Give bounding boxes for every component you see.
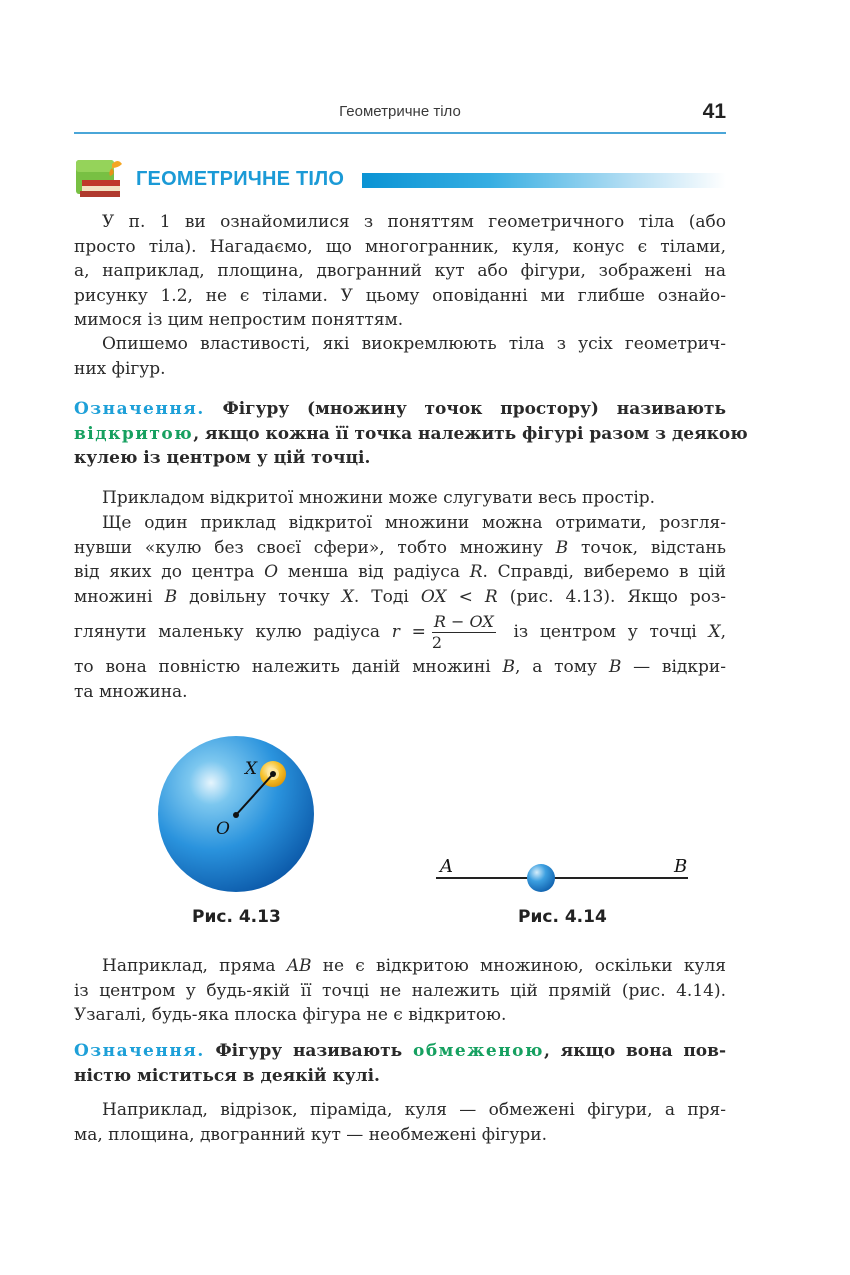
definition-open-set xyxy=(74,397,748,471)
text-line: кулею із центром у цій точці. xyxy=(74,448,371,468)
text-line: Опишемо властивості, які виокремлюють тіла з усіх геометрич- xyxy=(102,334,726,354)
section-heading xyxy=(74,158,726,202)
ball-on-line xyxy=(527,864,555,892)
point-o xyxy=(233,812,239,818)
label-b: B xyxy=(674,856,688,877)
label-x: X xyxy=(245,759,258,779)
paragraph-line-not-open xyxy=(74,954,726,1028)
text-line: множині B довільну точку X. Тоді OX < R (рис. 4.13). Якщо роз- xyxy=(74,586,726,607)
text-line: мимося із цим непростим поняттям. xyxy=(74,310,404,330)
figure-4-13-ball xyxy=(150,728,325,903)
text-line-formula: глянути маленьку кулю радіуса r = $\frac{R - OX}{2}$ із центром у точці X, xyxy=(74,612,726,652)
text-line: нувши «кулю без своєї сфери», тобто множину B точок, відстань xyxy=(74,537,727,558)
paragraph-bounded-examples xyxy=(74,1098,726,1147)
text-line: то вона повністю належить даній множині B, а тому B — відкри- xyxy=(74,657,726,677)
text-line: Прикладом відкритої множини може слугувати весь простір. xyxy=(102,488,656,508)
books-butterfly-icon xyxy=(74,158,126,200)
text-line: Узагалі, будь-яка плоска фігура не є відкритою. xyxy=(74,1005,507,1025)
defined-term: відкритою xyxy=(74,423,194,444)
text-line: із центром у будь-якій її точці не належить цій прямій (рис. 4.14). xyxy=(74,980,726,1001)
text-line: від яких до центра O менша від радіуса R. Справді, виберемо в цій xyxy=(74,562,726,582)
label-o: O xyxy=(216,819,230,839)
paragraph-properties xyxy=(74,332,726,381)
label-a: A xyxy=(440,856,453,877)
paragraph-example-space xyxy=(74,486,726,511)
text-line: відкритою, якщо кожна її точка належить фігурі разом з деякою xyxy=(74,423,748,444)
section-title: ГЕОМЕТРИЧНЕ ТІЛО xyxy=(136,168,345,190)
running-title: Геометричне тіло xyxy=(339,103,461,120)
section-title-bar xyxy=(362,173,726,188)
figure-caption: Рис. 4.14 xyxy=(518,907,607,927)
text-line: просто тіла). Нагадаємо, що многогранник, куля, конус є тілами, xyxy=(74,236,726,257)
text-line: ністю міститься в деякій кулі. xyxy=(74,1065,380,1086)
text-line: та множина. xyxy=(74,681,188,702)
text-line: ма, площина, двогранний кут — необмежені фігури. xyxy=(74,1124,547,1145)
running-head xyxy=(74,100,726,134)
figure-caption: Рис. 4.13 xyxy=(192,907,281,927)
text-line: Означення. Фігуру називають обмеженою, якщо вона пов- xyxy=(74,1041,727,1061)
text-line: рисунку 1.2, не є тілами. У цьому оповіданні ми глибше ознайо- xyxy=(74,285,726,306)
definition-label: Означення. xyxy=(74,1041,205,1061)
figure-4-14-line xyxy=(430,845,695,900)
text-line: Наприклад, відрізок, піраміда, куля — обмежені фігури, а пря- xyxy=(102,1100,726,1120)
paragraph-open-ball xyxy=(74,511,726,704)
text-line: Наприклад, пряма AB не є відкритою множиною, оскільки куля xyxy=(102,956,726,976)
text-line: а, наприклад, площина, двогранний кут або фігури, зображені на xyxy=(74,261,726,281)
fraction: $\frac{R - OX}{2}$ xyxy=(431,612,494,652)
paragraph-intro xyxy=(74,210,726,333)
defined-term: обмеженою xyxy=(412,1041,544,1061)
definition-label: Означення. xyxy=(74,399,205,419)
page-number: 41 xyxy=(702,100,726,123)
text-line: Означення. Фігуру (множину точок простору) називають xyxy=(74,399,727,419)
point-x xyxy=(270,771,276,777)
text-line: У п. 1 ви ознайомилися з поняттям геометричного тіла (або xyxy=(102,212,726,232)
definition-bounded-set xyxy=(74,1039,726,1088)
text-line: Ще один приклад відкритої множини можна отримати, розгля- xyxy=(102,513,726,533)
text-line: них фігур. xyxy=(74,358,166,379)
